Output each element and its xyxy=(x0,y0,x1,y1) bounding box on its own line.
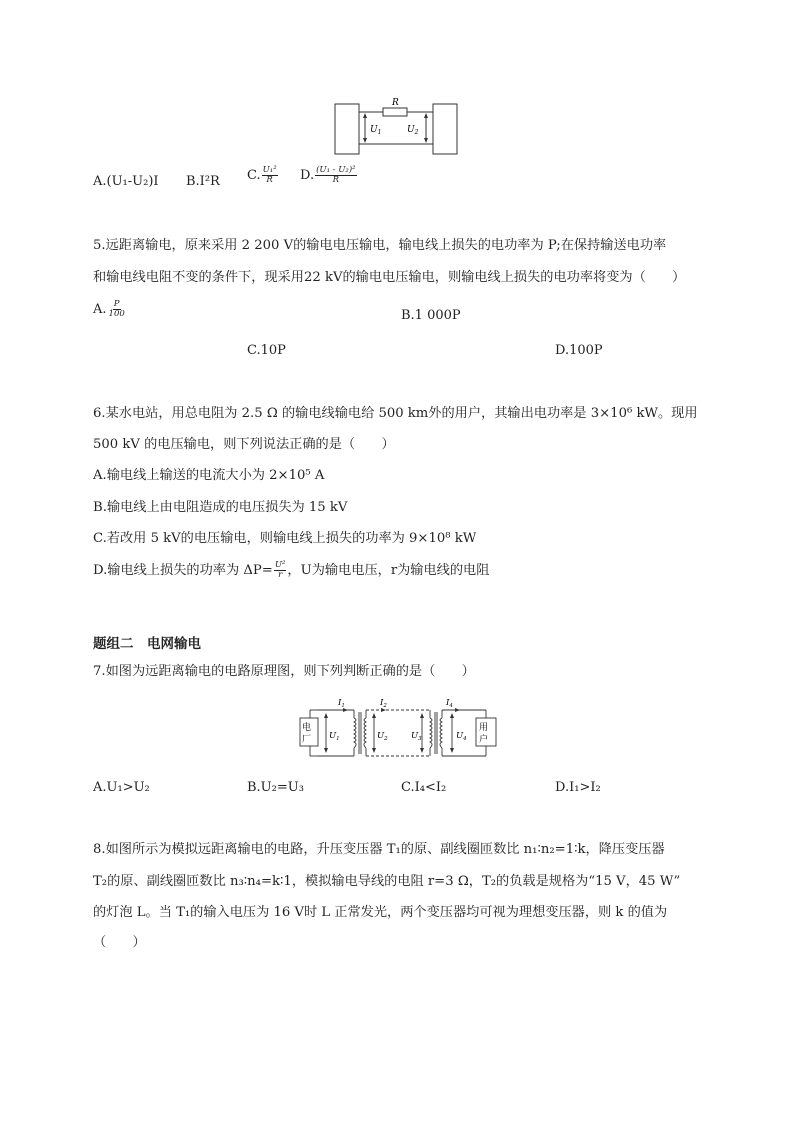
q5-option-a[interactable]: A. $\frac{P}{100}$ xyxy=(93,299,125,319)
svg-text:U2: $U_2$ xyxy=(407,125,419,136)
q7-option-b[interactable]: B.U₂=U₃ xyxy=(247,780,304,795)
svg-text:U1: $U_1$ xyxy=(329,731,340,742)
q7-stem: 7.如图为远距离输电的电路原理图，则下列判断正确的是（ ） xyxy=(93,664,475,679)
q6-stem-line1: 6.某水电站，用总电阻为 2.5 Ω 的输电线输电给 500 km外的用户，其输出电功率是 3×10⁶ kW。现用 xyxy=(93,406,698,421)
q7-option-c[interactable]: C.I₄<I₂ xyxy=(401,780,447,795)
svg-text:I4: $I_4$ xyxy=(446,698,453,709)
q8-stem-line3: 的灯泡 L。当 T₁的输入电压为 16 V时 L 正常发光，两个变压器均可视为理想变压器，则 k 的值为 xyxy=(93,905,668,920)
q5-stem-line2: 和输电线电阻不变的条件下，现采用22 kV的输电电压输电，则输电线上损失的电功率将变为（ ） xyxy=(93,270,686,285)
resistor-circuit-figure xyxy=(330,94,462,156)
q7-option-d[interactable]: D.I₁>I₂ xyxy=(555,780,601,795)
svg-text:I2: $I_2$ xyxy=(380,698,387,709)
q4-option-a[interactable]: A.(U₁-U₂)I xyxy=(93,174,159,189)
plant-label-1: 电 xyxy=(302,723,312,733)
svg-text:I1: $I_1$ xyxy=(338,698,345,709)
q6-option-b[interactable]: B.输电线上由电阻造成的电压损失为 15 kV xyxy=(93,500,348,515)
q6-option-a[interactable]: A.输电线上输送的电流大小为 2×10⁵ A xyxy=(93,468,325,483)
section-title: 题组二 电网输电 xyxy=(93,636,201,652)
svg-text:U4: $U_4$ xyxy=(456,731,467,742)
right-box xyxy=(433,104,457,154)
user-label-2: 户 xyxy=(479,735,489,745)
q6-option-d[interactable]: D.输电线上损失的功率为 ΔP= $\frac{\text{U²}}{r}$ ，U为输电电压，r为输电线的电阻 xyxy=(93,560,490,580)
q5-stem-line1: 5.远距离输电，原来采用 2 200 V的输电电压输电，输电线上损失的电功率为 P;在保持输送电功率 xyxy=(93,238,667,253)
plant-label-2: 厂 xyxy=(302,735,312,745)
svg-text:U1: $U_1$ xyxy=(370,125,382,136)
q6-stem-line2: 500 kV 的电压输电，则下列说法正确的是（ ） xyxy=(93,437,395,452)
q5-option-b[interactable]: B.1 000P xyxy=(401,308,461,323)
q8-stem-line1: 8.如图所示为模拟远距离输电的电路，升压变压器 T₁的原、副线圈匝数比 n₁∶n₂=1∶k，降压变压器 xyxy=(93,842,665,857)
transmission-circuit-figure xyxy=(296,694,500,762)
label-R: R xyxy=(392,98,399,108)
svg-text:U3: $U_3$ xyxy=(411,731,422,742)
user-label-1: 用 xyxy=(479,723,489,733)
q5-option-d[interactable]: D.100P xyxy=(555,343,603,358)
q4-option-b[interactable]: B.I²R xyxy=(186,174,220,189)
q5-option-c[interactable]: C.10P xyxy=(247,343,286,358)
q4-option-d[interactable]: D. $\frac{\text{(U₁ - U₂)²}}{R}$ xyxy=(300,165,356,185)
q8-stem-line2: T₂的原、副线圈匝数比 n₃∶n₄=k∶1，模拟输电导线的电阻 r=3 Ω，T₂的负载是规格为“15 V，45 W” xyxy=(93,874,681,889)
svg-text:U2: $U_2$ xyxy=(377,731,388,742)
q6-option-c[interactable]: C.若改用 5 kV的电压输电，则输电线上损失的功率为 9×10⁸ kW xyxy=(93,531,477,546)
left-box xyxy=(335,104,359,154)
q8-stem-line4: （ ） xyxy=(93,935,146,950)
q7-option-a[interactable]: A.U₁>U₂ xyxy=(93,780,150,795)
q4-option-c[interactable]: C. $\frac{\text{U₁²}}{R}$ xyxy=(247,165,277,185)
resistor xyxy=(383,108,407,116)
